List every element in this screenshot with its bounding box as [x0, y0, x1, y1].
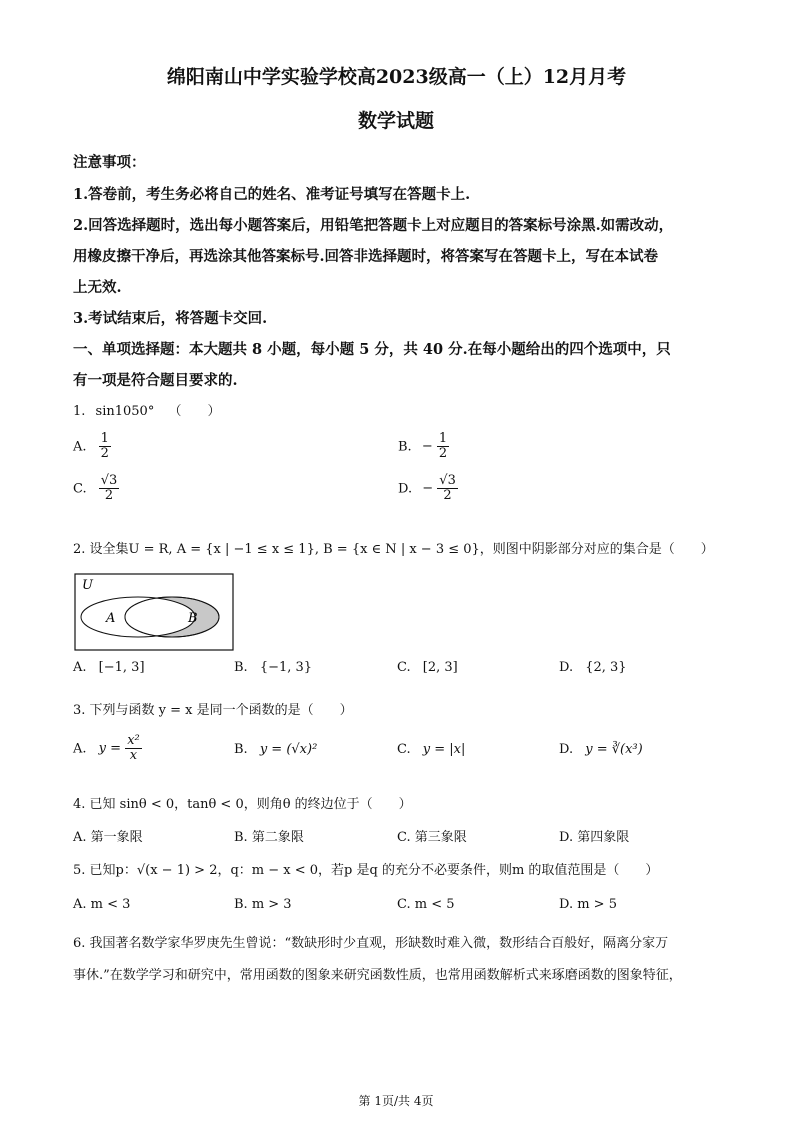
q6-line-1: 6. 我国著名数学家华罗庚先生曾说：“数缺形时少直观，形缺数时难入微，数形结合百般好，隔离分家万 [73, 936, 669, 951]
q6-line-2: 事休.”在数学学习和研究中，常用函数的图象来研究函数性质，也常用函数解析式来琢磨函数的图象特征， [73, 968, 682, 983]
q2-option-d-label: D. [559, 660, 574, 675]
venn-label-a: A [106, 611, 116, 626]
venn-label-u: U [82, 578, 93, 593]
notice-item-2-line-3: 上无效. [73, 279, 122, 296]
q2-option-c-text: [2, 3] [422, 660, 458, 675]
exam-subtitle: 数学试题 [357, 110, 434, 132]
page-footer: 第 1页/共 4页 [358, 1094, 434, 1108]
q5-stem: 5. 已知p：√(x − 1) > 2，q：m − x < 0，若p 是q 的充分不必要条件，则m 的取值范围是（ ） [73, 863, 659, 878]
q1-option-b-denominator: 2 [438, 446, 448, 462]
q1-option-a-numerator: 1 [100, 431, 109, 446]
section-1-line-2: 有一项是符合题目要求的. [73, 372, 238, 389]
notice-item-2-line-2: 用橡皮擦干净后，再选涂其他答案标号.回答非选择题时，将答案写在答题卡上，写在本试卷 [73, 248, 659, 265]
q4-option-c: C. 第三象限 [397, 830, 467, 845]
q2-option-d-text: {2, 3} [585, 660, 627, 675]
q3-option-c [397, 742, 465, 757]
q1-option-d [398, 474, 458, 504]
q3-option-a-numerator: x² [127, 733, 140, 748]
q3-option-a-denominator: x [129, 748, 138, 764]
q1-paren: （ ） [168, 404, 221, 419]
q3-option-d-label: D. [559, 742, 574, 757]
q2-stem: 2. 设全集U = R, A = {x | −1 ≤ x ≤ 1}, B = {x ∈ N | x − 3 ≤ 0}，则图中阴影部分对应的集合是（ ） [73, 542, 714, 557]
q2-venn-diagram [74, 573, 235, 653]
q1-option-c-label: C. [73, 481, 87, 497]
q3-option-d [559, 742, 643, 757]
section-1-line-1: 一、单项选择题：本大题共 8 小题，每小题 5 分，共 40 分.在每小题给出的四个选项中，只 [73, 341, 671, 358]
q2-option-b-label: B. [234, 660, 248, 675]
q5-option-c: C. m < 5 [397, 897, 455, 912]
q1-option-d-denominator: 2 [443, 488, 452, 504]
q3-option-c-text: y = |x| [422, 742, 466, 757]
q2-option-a-label: A. [73, 660, 87, 675]
notice-item-1: 1.答卷前，考生务必将自己的姓名、准考证号填写在答题卡上. [73, 186, 471, 203]
q2-option-c [397, 660, 458, 675]
q3-option-a-lhs: y = [98, 741, 122, 757]
q3-option-b [234, 742, 317, 757]
notice-item-2-line-1: 2.回答选择题时，选出每小题答案后，用铅笔把答题卡上对应题目的答案标号涂黑.如需改动， [73, 217, 674, 234]
q2-option-b-text: {−1, 3} [259, 660, 313, 675]
q3-option-b-text: y = (√x)² [259, 742, 318, 757]
q5-option-d: D. m > 5 [559, 897, 617, 912]
q4-option-a: A. 第一象限 [73, 830, 143, 845]
exam-title: 绵阳南山中学实验学校高2023级高一（上）12月月考 [166, 66, 627, 88]
q5-option-b: B. m > 3 [234, 897, 292, 912]
q1-option-d-numerator: √3 [439, 473, 456, 488]
q3-option-a-label: A. [73, 741, 87, 757]
q3-option-d-text: y = ∛(x³) [585, 742, 643, 757]
q1-option-d-label: D. [398, 481, 413, 497]
q1-option-a [73, 432, 111, 462]
q1-option-b [398, 432, 449, 462]
q1-option-d-sign: − [422, 481, 434, 497]
q1-option-b-label: B. [398, 439, 412, 455]
q1-option-c [73, 474, 119, 504]
q3-stem: 3. 下列与函数 y = x 是同一个函数的是（ ） [73, 703, 353, 718]
q3-option-c-label: C. [397, 742, 411, 757]
q2-option-b [234, 660, 312, 675]
q1-option-b-numerator: 1 [438, 431, 448, 446]
q1-option-a-denominator: 2 [100, 446, 109, 462]
q3-option-a [73, 734, 142, 764]
q4-option-d: D. 第四象限 [559, 830, 630, 845]
q4-option-b: B. 第二象限 [234, 830, 304, 845]
q2-option-d [559, 660, 627, 675]
notice-heading: 注意事项： [73, 154, 146, 171]
q1-stem [73, 400, 221, 419]
q2-option-c-label: C. [397, 660, 411, 675]
q1-option-a-label: A. [73, 439, 87, 455]
q1-expression: sin1050° [95, 404, 155, 419]
q1-number: 1. [73, 404, 86, 419]
q5-option-a: A. m < 3 [73, 897, 131, 912]
q1-option-b-sign: − [421, 439, 433, 455]
q1-option-c-denominator: 2 [104, 488, 114, 504]
q2-option-a-text: [−1, 3] [98, 660, 145, 675]
q3-option-b-label: B. [234, 742, 248, 757]
venn-label-b: B [188, 611, 198, 626]
q4-stem: 4. 已知 sinθ < 0，tanθ < 0，则角θ 的终边位于（ ） [73, 797, 412, 812]
q2-option-a [73, 660, 145, 675]
notice-item-3: 3.考试结束后，将答题卡交回. [73, 310, 268, 327]
q1-option-c-numerator: √3 [100, 473, 118, 488]
